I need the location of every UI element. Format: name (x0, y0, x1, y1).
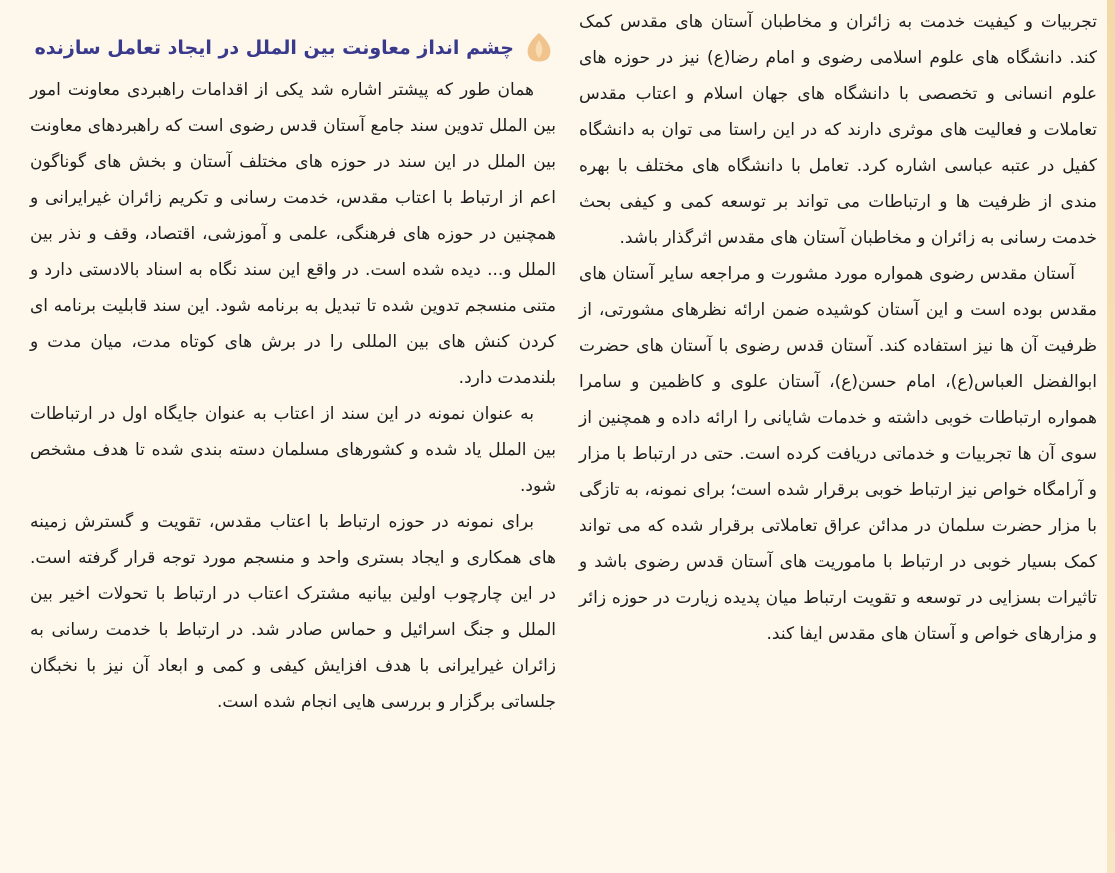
right-column (579, 4, 1097, 652)
right-paragraph-1: تجربیات و کیفیت خدمت به زائران و مخاطبان آستان های مقدس کمک کند. دانشگاه های علوم اسلامی رضوی و امام رضا(ع) نیز در حوزه های علوم انسانی و تخصصی با دانشگاه های جهان اسلام و اعتاب مقدس تعاملات و فعالیت های موثری دارند که در این راستا می توان به دانشگاه کفیل در عتبه عباسی اشاره کرد. تعامل با دانشگاه های مختلف با بهره مندی از ظرفیت ها و ارتباطات می تواند بر توسعه کمی و کیفی بحث خدمت رسانی به زائران و مخاطبان آستان های مقدس اثرگذار باشد. (579, 12, 1097, 248)
left-paragraph-2: به عنوان نمونه در این سند از اعتاب به عنوان جایگاه اول در ارتباطات بین الملل یاد شده و کشورهای مسلمان دسته بندی شده تا هدف مشخص شود. (30, 404, 556, 496)
section-heading (30, 28, 556, 68)
left-paragraph-1: همان طور که پیشتر اشاره شد یکی از اقدامات راهبردی معاونت امور بین الملل تدوین سند جامع آستان قدس رضوی است که راهبردهای معاونت بین الملل در این سند در حوزه های مختلف آستان و بخش های گوناگون اعم از ارتباط با اعتاب مقدس، خدمت رسانی و تکریم زائران غیرایرانی و همچنین در حوزه های فرهنگی، علمی و آموزشی، اقتصاد، وقف و نذر بین الملل و... دیده شده است. در واقع این سند نگاه به اسناد بالادستی دارد و متنی منسجم تدوین شده تا تبدیل به برنامه شود. این سند قابلیت برنامه ای کردن کنش های بین المللی را در برش های کوتاه مدت، میان مدت و بلندمدت دارد. (30, 80, 556, 388)
left-column (30, 28, 556, 720)
right-paragraph-2: آستان مقدس رضوی همواره مورد مشورت و مراجعه سایر آستان های مقدس بوده است و این آستان کوشیده ضمن ارائه نظرهای مشورتی، از ظرفیت آن ها نیز استفاده کند. آستان قدس رضوی با آستان های حضرت ابوالفضل العباس(ع)، امام حسن(ع)، آستان علوی و کاظمین و سامرا همواره ارتباطات خوبی داشته و خدمات شایانی را ارائه داده و همچنین از سوی آن ها تجربیات و خدماتی دریافت کرده است. حتی در ارتباط با مزار و آرامگاه خواص نیز ارتباط خوبی برقرار شده است؛ برای نمونه، به تازگی با مزار حضرت سلمان در مدائن عراق تعاملاتی برقرار شده که می تواند کمک بسیار خوبی در ارتباط با ماموریت های آستان قدس رضوی باشد و تاثیرات بسزایی در توسعه و تقویت ارتباط میان پدیده زیارت در حوزه زائر و مزارهای خواص و آستان های مقدس ایفا کند. (579, 264, 1097, 644)
flower-bud-icon (522, 31, 556, 65)
left-paragraph-3: برای نمونه در حوزه ارتباط با اعتاب مقدس، تقویت و گسترش زمینه های همکاری و ایجاد بستری واحد و منسجم مورد توجه قرار گرفته است. در این چارچوب اولین بیانیه مشترک اعتاب در ارتباط با تحولات اخیر بین الملل و جنگ اسرائیل و حماس صادر شد. در ارتباط با خدمت رسانی به زائران غیرایرانی با هدف افزایش کیفی و کمی و ابعاد آن نیز با نخبگان جلساتی برگزار و بررسی هایی انجام شده است. (30, 512, 556, 712)
section-heading-text: چشم انداز معاونت بین الملل در ایجاد تعامل سازنده (34, 37, 514, 59)
page-edge-strip (1107, 0, 1115, 873)
